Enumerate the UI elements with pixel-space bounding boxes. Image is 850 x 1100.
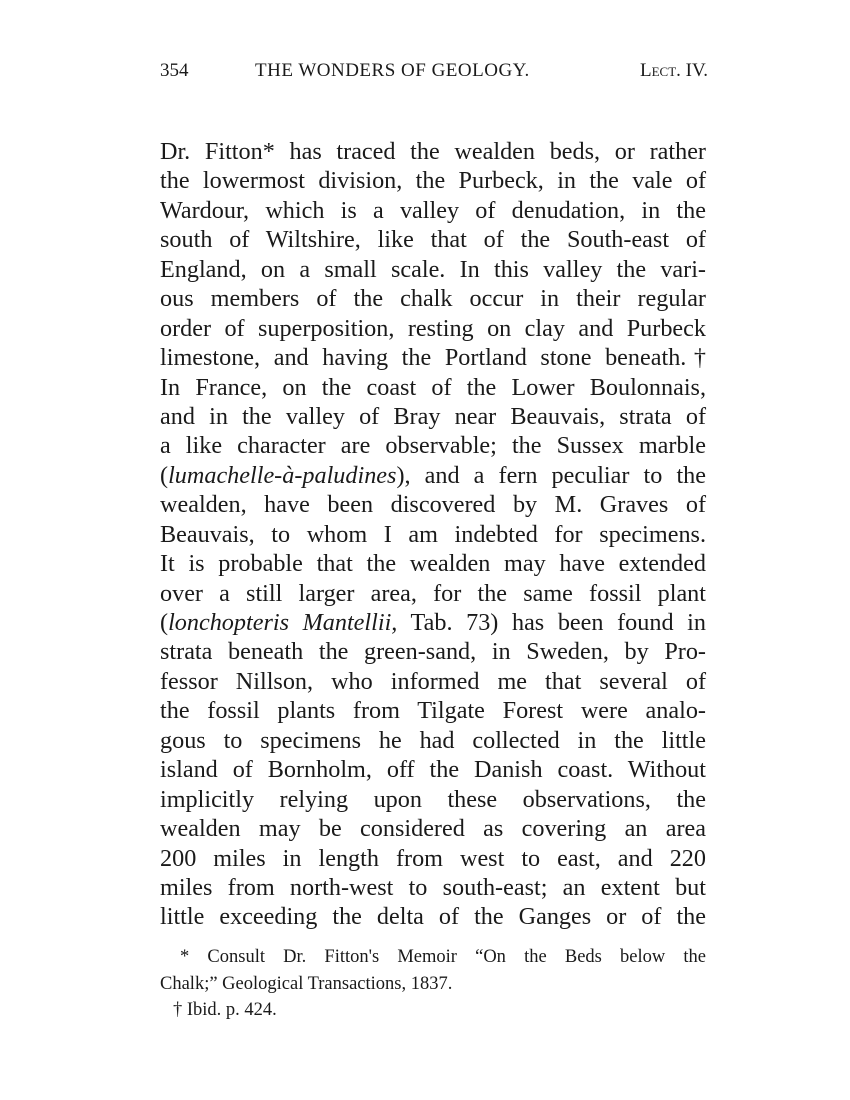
text-segment: 200 miles in length from west to east, and 220: [160, 844, 706, 872]
text-line: [160, 814, 706, 843]
text-segment: ous members of the chalk occur in their regular: [160, 285, 706, 313]
footnote-asterisk: * Consult Dr. Fitton's Memoir “On the Beds below the: [180, 947, 706, 967]
body-text: [160, 137, 706, 932]
text-line: [160, 726, 706, 755]
italic-text: lumachelle-à-paludines: [168, 461, 397, 489]
text-line: [160, 579, 706, 608]
text-segment: implicitly relying upon these observations, the: [160, 785, 706, 813]
section-label: Lect. IV.: [639, 60, 708, 81]
text-segment: England, on a small scale. In this valley the vari-: [160, 255, 706, 283]
text-line: [160, 520, 706, 549]
text-segment: In France, on the coast of the Lower Boulonnais,: [160, 373, 706, 401]
text-segment: Beauvais, to whom I am indebted for specimens.: [160, 520, 706, 548]
footnote-asterisk-continued: Chalk;” Geological Transactions, 1837.: [160, 973, 453, 994]
text-line: [160, 343, 706, 372]
text-line: [160, 902, 706, 931]
text-line: [160, 373, 706, 402]
italic-text: lonchopteris Mantellii,: [168, 609, 398, 636]
text-segment: strata beneath the green-sand, in Sweden, by Pro-: [160, 638, 706, 666]
text-line: [160, 166, 706, 195]
text-line: [160, 844, 706, 873]
text-segment: little exceeding the delta of the Ganges or of the: [160, 903, 706, 931]
text-line: [160, 549, 706, 578]
text-segment: wealden, have been discovered by M. Graves of: [160, 491, 706, 519]
text-line: [160, 608, 706, 637]
text-line: [160, 696, 706, 725]
text-line: [160, 225, 706, 254]
text-segment: (: [160, 461, 169, 489]
text-segment: gous to specimens he had collected in the little: [160, 726, 706, 754]
text-segment: wealden may be considered as covering an area: [160, 815, 706, 843]
text-segment: Wardour, which is a valley of denudation, in the: [160, 196, 706, 224]
text-segment: limestone, and having the Portland stone beneath.†: [160, 344, 706, 372]
text-line: [160, 785, 706, 814]
text-segment: the lowermost division, the Purbeck, in the vale of: [160, 167, 706, 195]
text-line: [160, 667, 706, 696]
text-line: [160, 431, 706, 460]
text-segment: order of superposition, resting on clay and Purbeck: [160, 314, 706, 342]
text-segment: fessor Nillson, who informed me that several of: [160, 667, 706, 695]
running-header: [160, 60, 708, 90]
text-segment: Dr. Fitton* has traced the wealden beds, or rather: [160, 138, 706, 165]
text-segment: ), and a fern peculiar to the: [396, 461, 706, 489]
text-line: [160, 755, 706, 784]
text-line: [160, 314, 706, 343]
text-line: [160, 873, 706, 902]
text-line: [160, 284, 706, 313]
text-segment: miles from north-west to south-east; an extent but: [160, 873, 706, 901]
text-segment: south of Wiltshire, like that of the South-east of: [160, 226, 706, 254]
text-line: [160, 137, 706, 166]
text-line: [160, 490, 706, 519]
text-segment: and in the valley of Bray near Beauvais, strata of: [160, 402, 706, 430]
text-segment: island of Bornholm, off the Danish coast. Without: [160, 756, 706, 784]
footnotes: [160, 944, 706, 1024]
text-segment: a like character are observable; the Sussex marble: [160, 432, 706, 460]
text-line: [160, 461, 706, 490]
page-number: 354: [160, 60, 189, 81]
text-line: [160, 196, 706, 225]
text-line: [160, 637, 706, 666]
text-segment: (: [160, 609, 169, 636]
footnote-dagger: † Ibid. p. 424.: [173, 1000, 277, 1020]
running-title: THE WONDERS OF GEOLOGY.: [255, 60, 530, 81]
text-segment: the fossil plants from Tilgate Forest were analo-: [160, 697, 706, 725]
text-segment: over a still larger area, for the same fossil plant: [160, 579, 706, 607]
text-segment: Tab. 73) has been found in: [397, 609, 706, 636]
text-segment: It is probable that the wealden may have extended: [160, 550, 706, 578]
text-line: [160, 255, 706, 284]
text-line: [160, 402, 706, 431]
